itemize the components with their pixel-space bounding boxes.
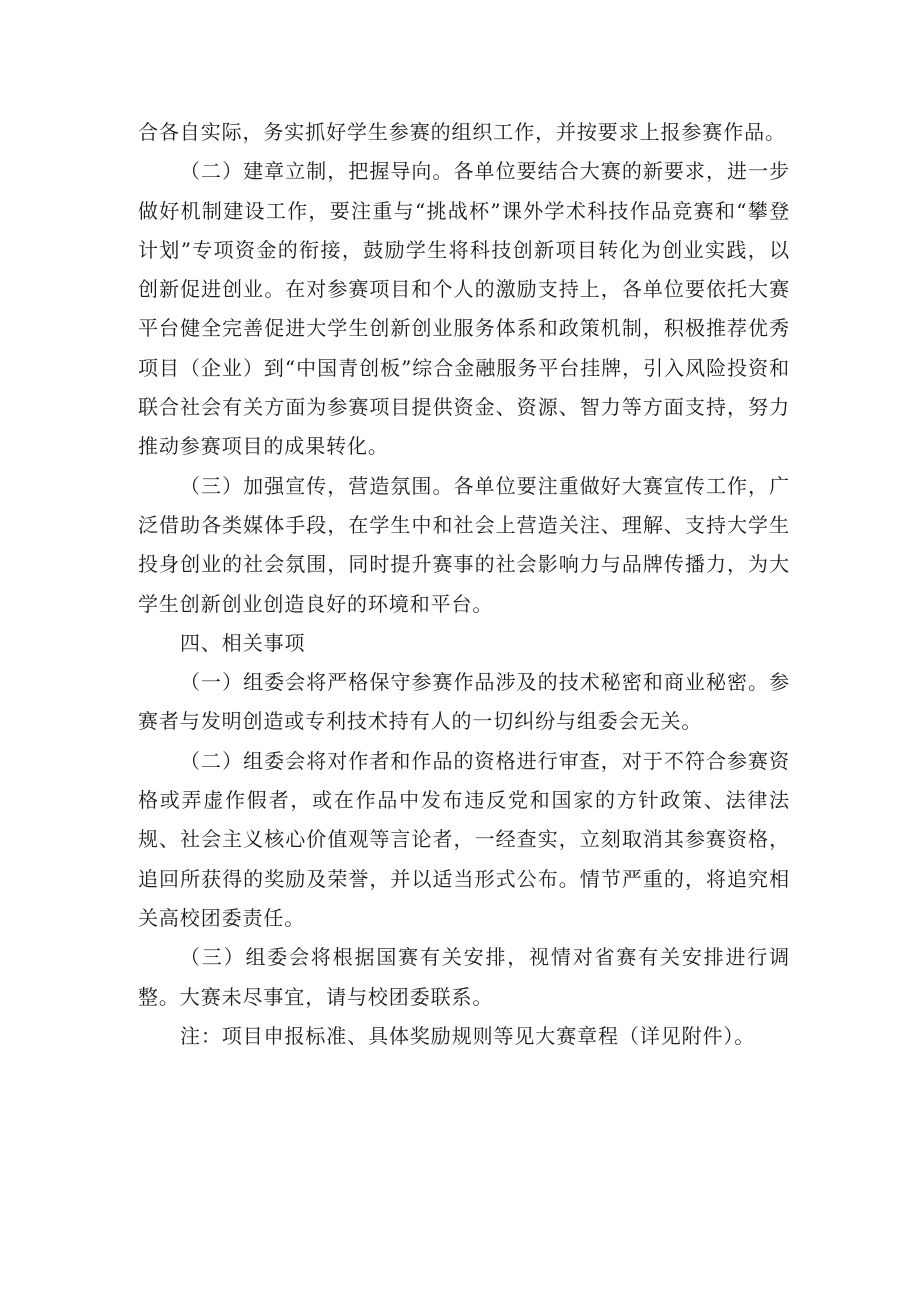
- paragraph-rules-guidance: （二）建章立制，把握导向。各单位要结合大赛的新要求，进一步做好机制建设工作，要注重与“挑战杯”课外学术科技作品竞赛和“攀登计划”专项资金的衔接，鼓励学生将科技创新项目转化为创业实践，以创新促进创业。在对参赛项目和个人的激励支持上，各单位要依托大赛平台健全完善促进大学生创新创业服务体系和政策机制，积极推荐优秀项目（企业）到“中国青创板”综合金融服务平台挂牌，引入风险投资和联合社会有关方面为参赛项目提供资金、资源、智力等方面支持，努力推动参赛项目的成果转化。: [138, 159, 790, 459]
- paragraph-qualification-review: （二）组委会将对作者和作品的资格进行审查，对于不符合参赛资格或弄虚作假者，或在作品中发布违反党和国家的方针政策、法律法规、社会主义核心价值观等言论者，一经查实，立刻取消其参赛资格，追回所获得的奖励及荣誉，并以适当形式公布。情节严重的，将追究相关高校团委责任。: [138, 748, 790, 930]
- section-heading-related-matters: 四、相关事项: [180, 630, 306, 655]
- paragraph-adjustment: （三）组委会将根据国赛有关安排，视情对省赛有关安排进行调整。大赛未尽事宜，请与校团委联系。: [138, 945, 790, 1009]
- paragraph-publicity: （三）加强宣传，营造氛围。各单位要注重做好大赛宣传工作，广泛借助各类媒体手段，在学生中和社会上营造关注、理解、支持大学生投身创业的社会氛围，同时提升赛事的社会影响力与品牌传播力，为大学生创新创业创造良好的环境和平台。: [138, 473, 790, 616]
- document-body: [138, 113, 790, 1056]
- paragraph-continuation: 合各自实际，务实抓好学生参赛的组织工作，并按要求上报参赛作品。: [138, 120, 786, 144]
- paragraph-confidentiality: （一）组委会将严格保守参赛作品涉及的技术秘密和商业秘密。参赛者与发明创造或专利技术持有人的一切纠纷与组委会无关。: [138, 670, 790, 734]
- note-line: 注：项目申报标准、具体奖励规则等见大赛章程（详见附件）。: [180, 1023, 756, 1048]
